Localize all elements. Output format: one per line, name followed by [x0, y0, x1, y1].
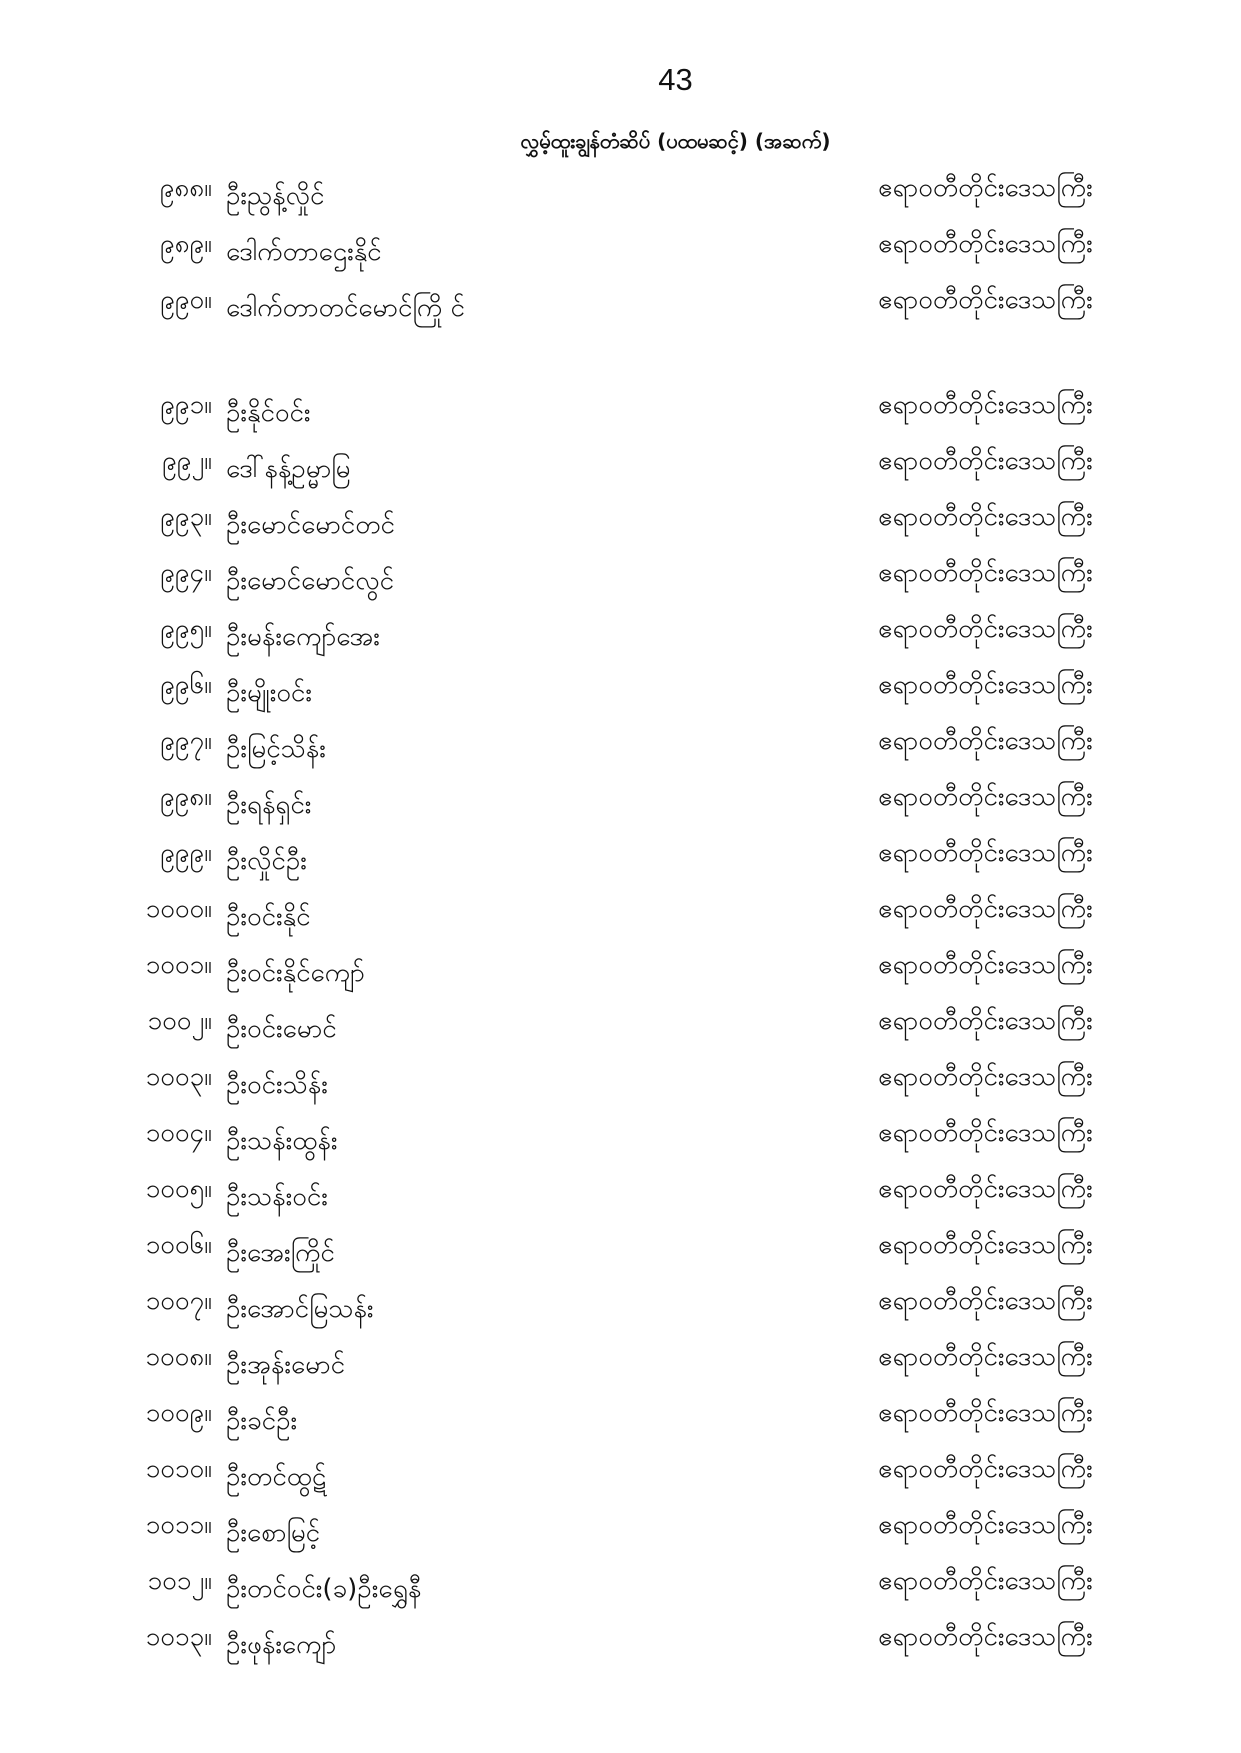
list-item	[0, 713, 1241, 769]
list-item	[0, 1609, 1241, 1665]
entry-number: ၁၀၁၂။	[147, 1566, 212, 1596]
entry-name: ဦးဝင်းနိုင်	[226, 902, 311, 932]
entry-name: ဒေါက်တာတင်မောင်ကြို င်	[226, 293, 465, 323]
list-item	[0, 1273, 1241, 1329]
entry-region: ဧရာဝတီတိုင်းဒေသကြီး	[878, 950, 1093, 980]
list-item	[0, 489, 1241, 545]
entry-number: ၁၀၀၀။	[145, 894, 212, 924]
entry-region: ဧရာဝတီတိုင်းဒေသကြီး	[878, 173, 1093, 203]
entry-region: ဧရာဝတီတိုင်းဒေသကြီး	[878, 285, 1093, 315]
entry-region: ဧရာဝတီတိုင်းဒေသကြီး	[878, 558, 1093, 588]
entry-region: ဧရာဝတီတိုင်းဒေသကြီး	[878, 446, 1093, 476]
entry-number: ၁၀၀၁။	[145, 950, 212, 980]
entry-region: ဧရာဝတီတိုင်းဒေသကြီး	[878, 1062, 1093, 1092]
entry-name: ဦးအုန်းမောင်	[226, 1350, 346, 1380]
list-item	[0, 1441, 1241, 1497]
entry-name: ဦးဝင်းနိုင်ကျော်	[226, 958, 365, 988]
list-item	[0, 937, 1241, 993]
list-item	[0, 1497, 1241, 1553]
entry-name: ဦးခင်ဦး	[226, 1406, 298, 1436]
list-item	[0, 160, 1241, 216]
entry-number: ၁၀၁၀။	[145, 1454, 212, 1484]
entry-region: ဧရာဝတီတိုင်းဒေသကြီး	[878, 1454, 1093, 1484]
entry-region: ဧရာဝတီတိုင်းဒေသကြီး	[878, 726, 1093, 756]
list-item	[0, 377, 1241, 433]
entry-region: ဧရာဝတီတိုင်းဒေသကြီး	[878, 614, 1093, 644]
entry-region: ဧရာဝတီတိုင်းဒေသကြီး	[878, 502, 1093, 532]
entry-region: ဧရာဝတီတိုင်းဒေသကြီး	[878, 1510, 1093, 1540]
entry-number: ၁၀၀၉။	[145, 1398, 212, 1428]
entry-region: ဧရာဝတီတိုင်းဒေသကြီး	[878, 229, 1093, 259]
entry-name: ဦးဝင်းမောင်	[226, 1014, 337, 1044]
list-item	[0, 881, 1241, 937]
list-item	[0, 216, 1241, 272]
entry-list	[0, 160, 1241, 1665]
entry-number: ၁၀၁၃။	[145, 1622, 212, 1652]
entry-number: ၁၀၀၅။	[145, 1174, 212, 1204]
entry-region: ဧရာဝတီတိုင်းဒေသကြီး	[878, 1006, 1093, 1036]
entry-number: ၉၉၆။	[160, 670, 212, 700]
entry-name: ဦးမောင်မောင်တင်	[226, 510, 395, 540]
entry-name: ဦးမန်းကျော်အေး	[226, 622, 380, 652]
list-item	[0, 1385, 1241, 1441]
entry-number: ၉၉၁။	[160, 390, 212, 420]
entry-region: ဧရာဝတီတိုင်းဒေသကြီး	[878, 1622, 1093, 1652]
entry-number: ၉၉၃။	[160, 502, 212, 532]
list-item	[0, 545, 1241, 601]
entry-region: ဧရာဝတီတိုင်းဒေသကြီး	[878, 1286, 1093, 1316]
entry-number: ၁၀၀၂။	[147, 1006, 212, 1036]
entry-region: ဧရာဝတီတိုင်းဒေသကြီး	[878, 1230, 1093, 1260]
entry-region: ဧရာဝတီတိုင်းဒေသကြီး	[878, 1342, 1093, 1372]
entry-number: ၉၈၈။	[159, 173, 212, 203]
entry-name: ဦးဖုန်းကျော်	[226, 1630, 337, 1660]
entry-name: ဦးမျိုးဝင်း	[226, 678, 312, 708]
entry-region: ဧရာဝတီတိုင်းဒေသကြီး	[878, 390, 1093, 420]
page-heading: လွှမ့်ထူးချွန်တံဆိပ် (ပထမဆင့်) (အဆက်)	[520, 129, 831, 153]
entry-number: ၁၀၁၁။	[145, 1510, 212, 1540]
list-item	[0, 433, 1241, 489]
entry-region: ဧရာဝတီတိုင်းဒေသကြီး	[878, 1398, 1093, 1428]
entry-region: ဧရာဝတီတိုင်းဒေသကြီး	[878, 1566, 1093, 1596]
entry-number: ၉၉၅။	[160, 614, 212, 644]
entry-name: ဦးဝင်းသိန်း	[226, 1070, 328, 1100]
entry-number: ၉၈၉။	[160, 229, 212, 259]
entry-number: ၉၉၂။	[162, 446, 212, 476]
entry-region: ဧရာဝတီတိုင်းဒေသကြီး	[878, 1174, 1093, 1204]
entry-number: ၉၉၀။	[160, 285, 212, 315]
entry-number: ၁၀၀၃။	[145, 1062, 212, 1092]
list-item	[0, 769, 1241, 825]
entry-number: ၁၀၀၆။	[145, 1230, 212, 1260]
entry-name: ဦးတင်ထွဋ်	[226, 1462, 327, 1492]
list-item	[0, 993, 1241, 1049]
entry-name: ဦးအေးကြိုင်	[226, 1238, 335, 1268]
entry-name: ဦးမောင်မောင်လွင်	[226, 566, 394, 596]
list-item	[0, 272, 1241, 377]
list-item	[0, 1049, 1241, 1105]
page-number: 43	[658, 62, 693, 97]
entry-name: ဦးနိုင်ဝင်း	[226, 398, 311, 428]
entry-region: ဧရာဝတီတိုင်းဒေသကြီး	[878, 1118, 1093, 1148]
entry-name: ဦးညွန့်လှိုင်	[226, 181, 325, 211]
entry-name: ဦးမြင့်သိန်း	[226, 734, 326, 764]
entry-name: ဦးသန်းထွန်း	[226, 1126, 338, 1156]
entry-name: ဦးရန်ရှင်း	[226, 790, 312, 820]
entry-number: ၉၉၉။	[160, 838, 212, 868]
entry-name: ဦးစောမြင့်	[226, 1518, 321, 1548]
entry-number: ၉၉၇။	[160, 726, 212, 756]
list-item	[0, 1553, 1241, 1609]
entry-name: ဦးအောင်မြသန်း	[226, 1294, 374, 1324]
entry-number: ၉၉၄။	[160, 558, 212, 588]
list-item	[0, 1161, 1241, 1217]
list-item	[0, 1217, 1241, 1273]
entry-region: ဧရာဝတီတိုင်းဒေသကြီး	[878, 782, 1093, 812]
entry-region: ဧရာဝတီတိုင်းဒေသကြီး	[878, 894, 1093, 924]
entry-region: ဧရာဝတီတိုင်းဒေသကြီး	[878, 838, 1093, 868]
list-item	[0, 1105, 1241, 1161]
entry-number: ၁၀၀၇။	[145, 1286, 212, 1316]
entry-number: ၉၉၈။	[160, 782, 212, 812]
list-item	[0, 657, 1241, 713]
list-item	[0, 825, 1241, 881]
list-item	[0, 1329, 1241, 1385]
entry-name: ဦးတင်ဝင်း(ခ)ဦးရွှေနီ	[226, 1574, 422, 1604]
entry-number: ၁၀၀၈။	[145, 1342, 212, 1372]
entry-name: ဦးလှိုင်ဦး	[226, 846, 307, 876]
entry-name: ဒေါ်နန့်ဥမ္မာမြ	[226, 454, 351, 484]
entry-number: ၁၀၀၄။	[145, 1118, 212, 1148]
entry-name: ဒေါက်တာဌေးနိုင်	[226, 237, 382, 267]
entry-region: ဧရာဝတီတိုင်းဒေသကြီး	[878, 670, 1093, 700]
entry-name: ဦးသန်းဝင်း	[226, 1182, 328, 1212]
list-item	[0, 601, 1241, 657]
